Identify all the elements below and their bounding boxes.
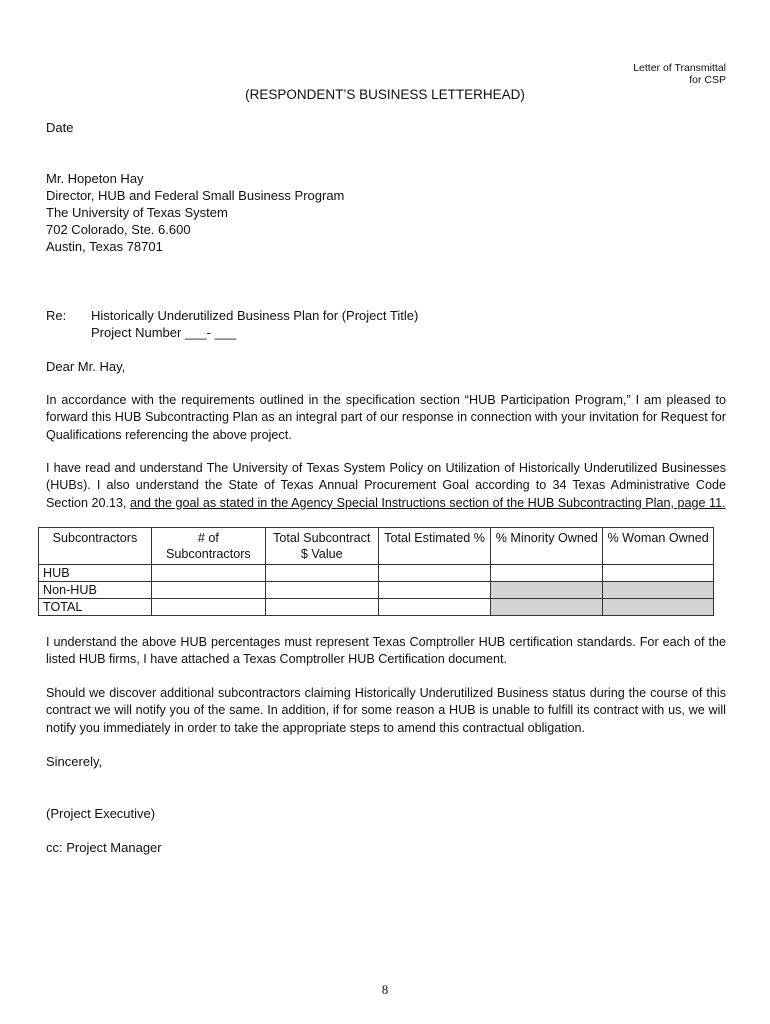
row-label-total: TOTAL (39, 599, 152, 616)
re-label: Re: (46, 308, 67, 323)
paragraph-hub-participation: In accordance with the requirements outlined in the specification section “HUB Participation Program,” I am pleased to forward this HUB Subcontracting Plan as an integral part of our response in connection with your invitation for Request for Qualifications referencing the above project. (46, 393, 726, 442)
salutation: Dear Mr. Hay, (46, 359, 126, 374)
header-total-subcontract-value: Total Subcontract $ Value (265, 528, 378, 565)
cell-total-estimated[interactable] (378, 599, 491, 616)
paragraph-certification: I understand the above HUB percentages must represent Texas Comptroller HUB certification standards. For each of the listed HUB firms, I have attached a Texas Comptroller HUB Certification document. (46, 635, 726, 667)
date-label: Date (46, 120, 74, 135)
addressee-organization: The University of Texas System (46, 205, 228, 220)
header-subcontractors: Subcontractors (39, 528, 152, 565)
cell-hub-woman[interactable] (603, 565, 714, 582)
page-number: 8 (381, 982, 389, 997)
cell-non-hub-estimated[interactable] (378, 582, 491, 599)
addressee-street: 702 Colorado, Ste. 6.600 (46, 222, 191, 237)
header-total-estimated-percent: Total Estimated % (378, 528, 491, 565)
cell-total-woman-shaded (603, 599, 714, 616)
re-project-number: Project Number ___- ___ (91, 325, 237, 340)
document-type-label (633, 62, 726, 86)
addressee-title: Director, HUB and Federal Small Business Program (46, 188, 345, 203)
paragraph-additional-subcontractors: Should we discover additional subcontractors claiming Historically Underutilized Business status during the course of this contract we will notify you of the same. In addition, if for some reason a HUB is unable to fulfill its contract with us, we will notify you immediately in order to take the appropriate steps to amend this contractual obligation. (46, 686, 726, 735)
table-row-non-hub (39, 582, 714, 599)
cell-hub-count[interactable] (151, 565, 265, 582)
table-row-total (39, 599, 714, 616)
row-label-hub: HUB (39, 565, 152, 582)
cell-hub-value[interactable] (265, 565, 378, 582)
table-header-row (39, 528, 714, 565)
row-label-non-hub: Non-HUB (39, 582, 152, 599)
cell-non-hub-count[interactable] (151, 582, 265, 599)
re-subject: Historically Underutilized Business Plan for (Project Title) (91, 308, 419, 323)
paragraph-policy-text: I have read and understand The University of Texas System Policy on Utilization of Historically Underutilized Businesses (HUBs). I also understand the State of Texas Annual Procurement Goal according to 34 Texas Administrative Code Section 20.13, (46, 461, 726, 510)
table-row-hub (39, 565, 714, 582)
cell-total-count[interactable] (151, 599, 265, 616)
paragraph-policy-understanding (46, 460, 726, 512)
cell-hub-estimated[interactable] (378, 565, 491, 582)
addressee-name: Mr. Hopeton Hay (46, 171, 144, 186)
cell-non-hub-value[interactable] (265, 582, 378, 599)
cell-total-value[interactable] (265, 599, 378, 616)
document-type-line-1: Letter of Transmittal (633, 62, 726, 74)
letterhead-placeholder: (RESPONDENT’S BUSINESS LETTERHEAD) (245, 87, 525, 102)
paragraph-policy-underlined: and the goal as stated in the Agency Special Instructions section of the HUB Subcontracting Plan, page 11. (130, 495, 726, 510)
hub-participation-table (38, 527, 714, 616)
header-minority-owned-percent: % Minority Owned (491, 528, 603, 565)
cell-non-hub-minority-shaded (491, 582, 603, 599)
closing-sincerely: Sincerely, (46, 754, 103, 769)
addressee-city: Austin, Texas 78701 (46, 239, 163, 254)
document-type-line-2: for CSP (689, 74, 726, 86)
closing-signer: (Project Executive) (46, 806, 156, 821)
header-woman-owned-percent: % Woman Owned (603, 528, 714, 565)
cell-non-hub-woman-shaded (603, 582, 714, 599)
header-number-of-subcontractors: # of Subcontractors (151, 528, 265, 565)
cell-hub-minority[interactable] (491, 565, 603, 582)
closing-cc: cc: Project Manager (46, 840, 162, 855)
cell-total-minority-shaded (491, 599, 603, 616)
